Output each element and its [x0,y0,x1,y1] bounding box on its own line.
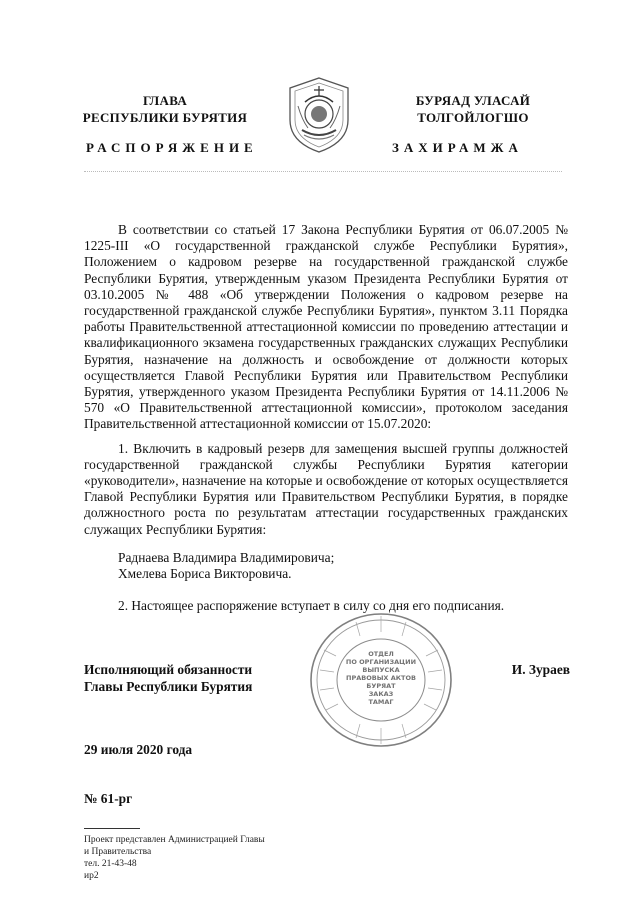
header-divider [84,171,562,172]
signer-position [84,661,252,695]
document-body [84,222,568,538]
doc-type-right: ЗАХИРАМЖА [392,140,523,155]
footer-line4: ир2 [84,871,99,881]
header-left [70,92,260,126]
signer-position-line2: Главы Республики Бурятия [84,679,253,694]
footer-line1: Проект представлен Администрацией Главы [84,835,265,845]
header-right-line1: БУРЯАД УЛАСАЙ [415,93,531,108]
stamp-text-line: ПРАВОВЫХ АКТОВ [346,674,416,682]
stamp-text-line: ТАМАГ [368,698,394,706]
stamp-text-line: ВЫПУСКА [362,666,400,674]
nominee-2: Хмелева Бориса Викторовича. [118,566,292,581]
item-2-paragraph: 2. Настоящее распоряжение вступает в силу со дня его подписания. [118,598,505,613]
header-right [378,92,568,126]
document-number: № 61-рг [84,791,133,806]
preamble-paragraph: В соответствии со статьей 17 Закона Республики Бурятия от 06.07.2005 № 1225-III «О государственной гражданской службе Республики Бурятия», Положением о кадровом резерве на государственной гражданской службе Республики Бурятия, утвержденным указом Президента Республики Бурятия от 03.10.2005 № 488 «Об утверждении Положения о кадровом резерве на государственной гражданской службе Республики Бурятия», пунктом 3.11 Порядка работы Правительственной аттестационной комиссии по проведению аттестации и квалификационного экзамена государственных гражданских служащих Республики Бурятия, назначение на должность и освобождение от должности которых осуществляется Главой Республики Бурятия или Правительством Республики Бурятия, утвержденного указом Президента Республики Бурятия от 14.11.2006 № 570 «О Правительственной аттестационной комиссии», протоколом заседания Правительственной аттестационной комиссии от 15.07.2020: [84,222,568,432]
stamp-text-line: БУРЯАТ [366,682,396,690]
signer-position-line1: Исполняющий обязанности [84,662,253,677]
item-1-paragraph: 1. Включить в кадровый резерв для замещения высшей группы должностей государственной гражданской службы Республики Бурятия категории «руководители», назначение на которые и освобождение от которых осуществляется Главой Республики Бурятия или Правительством Республики Бурятия, в порядке должностного роста по результатам аттестации государственных гражданских служащих Республики Бурятия: [84,440,568,537]
stamp-text-line: ОТДЕЛ [368,650,394,658]
signer-name: И. Зураев [511,662,570,677]
official-stamp [306,610,456,750]
nominee-1: Раднаева Владимира Владимировича; [118,550,335,565]
document-date: 29 июля 2020 года [84,742,193,757]
coat-of-arms-emblem [284,76,354,154]
header-left-line2: РЕСПУБЛИКИ БУРЯТИЯ [82,110,248,125]
stamp-text-line: ЗАКАЗ [368,690,394,698]
footer-line2: и Правительства [84,847,152,857]
doc-type-left: РАСПОРЯЖЕНИЕ [86,140,258,155]
stamp-text [342,650,420,706]
footer-note [84,834,265,882]
header-right-line2: ТОЛГОЙЛОГШО [417,110,529,125]
footer-divider [84,828,140,829]
header-left-line1: ГЛАВА [142,93,188,108]
stamp-text-line: ПО ОРГАНИЗАЦИИ [345,658,417,666]
footer-line3: тел. 21-43-48 [84,859,137,869]
